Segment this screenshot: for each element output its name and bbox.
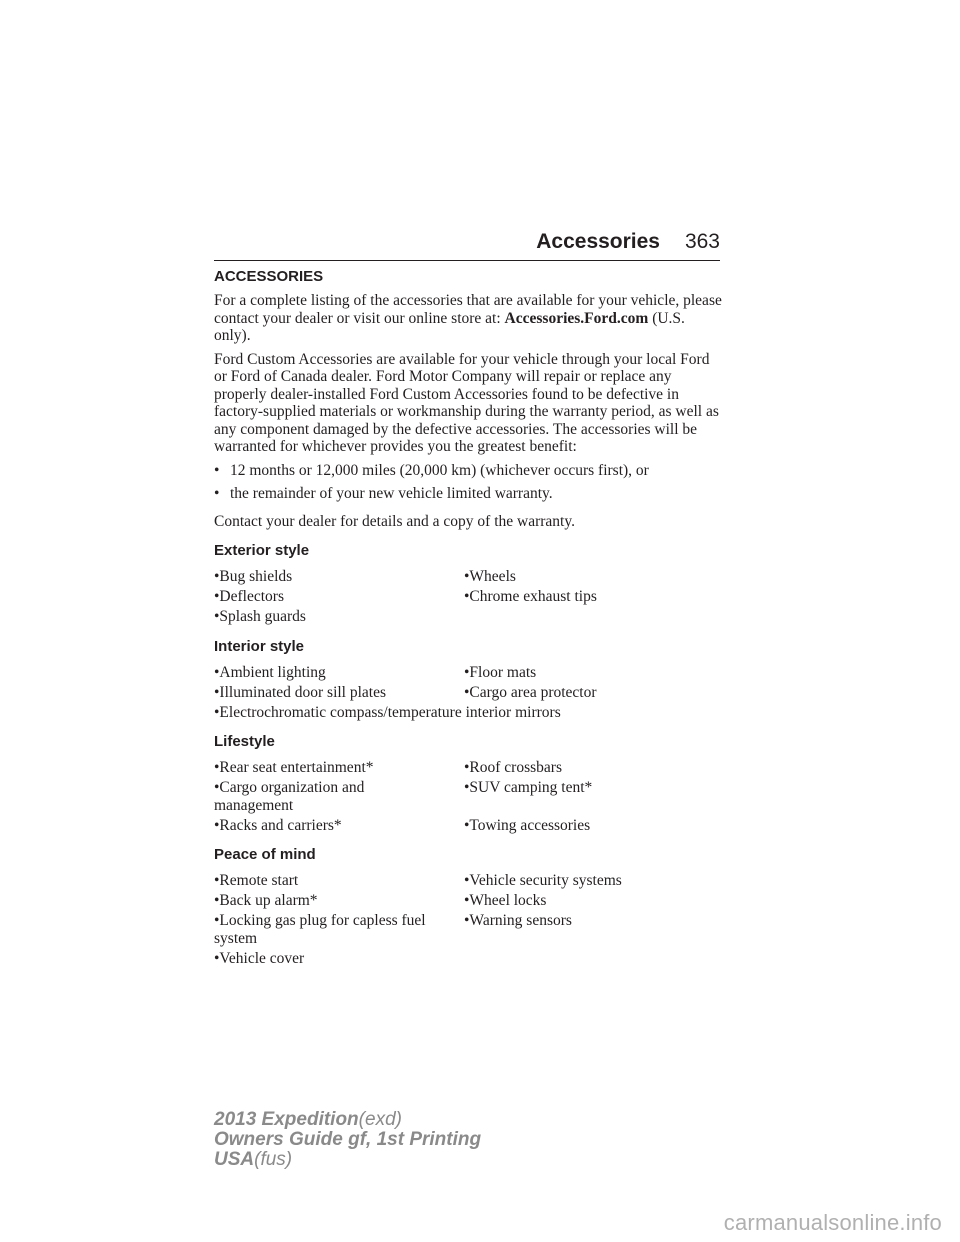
- list-item: •Remote start: [214, 872, 299, 889]
- footer-line-2: Owners Guide gf, 1st Printing: [214, 1129, 482, 1150]
- list-item: •Wheels: [464, 568, 516, 585]
- list-item: •Racks and carriers*: [214, 816, 342, 834]
- exterior-items: [214, 568, 724, 626]
- list-item: •Cargo area protector: [464, 683, 597, 701]
- list-item: •Ambient lighting: [214, 663, 326, 681]
- list-item: •Rear seat entertainment*: [214, 759, 374, 776]
- list-item: [214, 462, 724, 480]
- bullet-icon: •: [214, 461, 220, 479]
- list-item: •Roof crossbars: [464, 759, 562, 776]
- bullet-icon: •: [214, 485, 220, 502]
- interior-items: [214, 664, 724, 722]
- subsection-heading-interior: Interior style: [214, 637, 305, 655]
- list-item: •Chrome exhaust tips: [464, 588, 597, 605]
- subsection-heading-exterior: Exterior style: [214, 542, 310, 559]
- warranty-paragraph: Ford Custom Accessories are available for your vehicle through your local Ford or Ford of Canada dealer. Ford Motor Company will repair or replace any properly dealer-installed Ford Custom Accessories found to be defective in factory-supplied materials or workmanship during the warranty period, as well as any component damaged by the defective accessories. The accessories will be warranted for whichever provides you the greatest benefit:: [214, 350, 719, 455]
- watermark: carmanualsonline.info: [723, 1210, 942, 1235]
- list-item: •Towing accessories: [464, 816, 591, 834]
- list-item: •Warning sensors: [464, 912, 572, 929]
- subsection-heading-lifestyle: Lifestyle: [214, 733, 275, 750]
- list-item: •Locking gas plug for capless fuel system: [214, 912, 426, 947]
- lifestyle-items: [214, 759, 724, 834]
- bullet-text: 12 months or 12,000 miles (20,000 km) (whichever occurs first), or: [230, 461, 649, 479]
- page-title: Accessories: [536, 230, 660, 253]
- subsection-heading-peace-of-mind: Peace of mind: [214, 846, 316, 863]
- peace-of-mind-items: [214, 872, 724, 967]
- page-header: [214, 226, 720, 261]
- page-content: [214, 268, 724, 979]
- store-link[interactable]: Accessories.Ford.com: [504, 309, 649, 327]
- section-heading: ACCESSORIES: [214, 268, 324, 285]
- list-item: •Wheel locks: [464, 892, 547, 909]
- page-number: 363: [684, 230, 720, 253]
- list-item: •Vehicle security systems: [464, 872, 622, 889]
- list-item: •Illuminated door sill plates: [214, 683, 387, 701]
- list-item: •Cargo organization and management: [214, 779, 365, 814]
- list-item: [214, 485, 724, 503]
- list-item: •Deflectors: [214, 588, 284, 605]
- list-item: •Splash guards: [214, 608, 306, 625]
- list-item: •Vehicle cover: [214, 949, 305, 967]
- list-item: •Back up alarm*: [214, 892, 318, 909]
- list-item: •Bug shields: [214, 568, 293, 585]
- intro-suffix: (U.S. only).: [214, 309, 685, 344]
- print-footer: [214, 1110, 481, 1170]
- contact-paragraph: Contact your dealer for details and a copy of the warranty.: [214, 512, 575, 530]
- list-item: •Floor mats: [464, 663, 537, 681]
- list-item: •SUV camping tent*: [464, 779, 593, 796]
- list-item: •Electrochromatic compass/temperature interior mirrors: [214, 703, 561, 721]
- footer-line-1: 2013 Expedition(exd): [214, 1109, 402, 1130]
- bullet-text: the remainder of your new vehicle limited warranty.: [230, 485, 553, 502]
- intro-text: For a complete listing of the accessories that are available for your vehicle, please contact your dealer or visit our online store at:: [214, 292, 722, 327]
- intro-paragraph: [214, 292, 724, 345]
- footer-line-3: USA(fus): [214, 1149, 293, 1170]
